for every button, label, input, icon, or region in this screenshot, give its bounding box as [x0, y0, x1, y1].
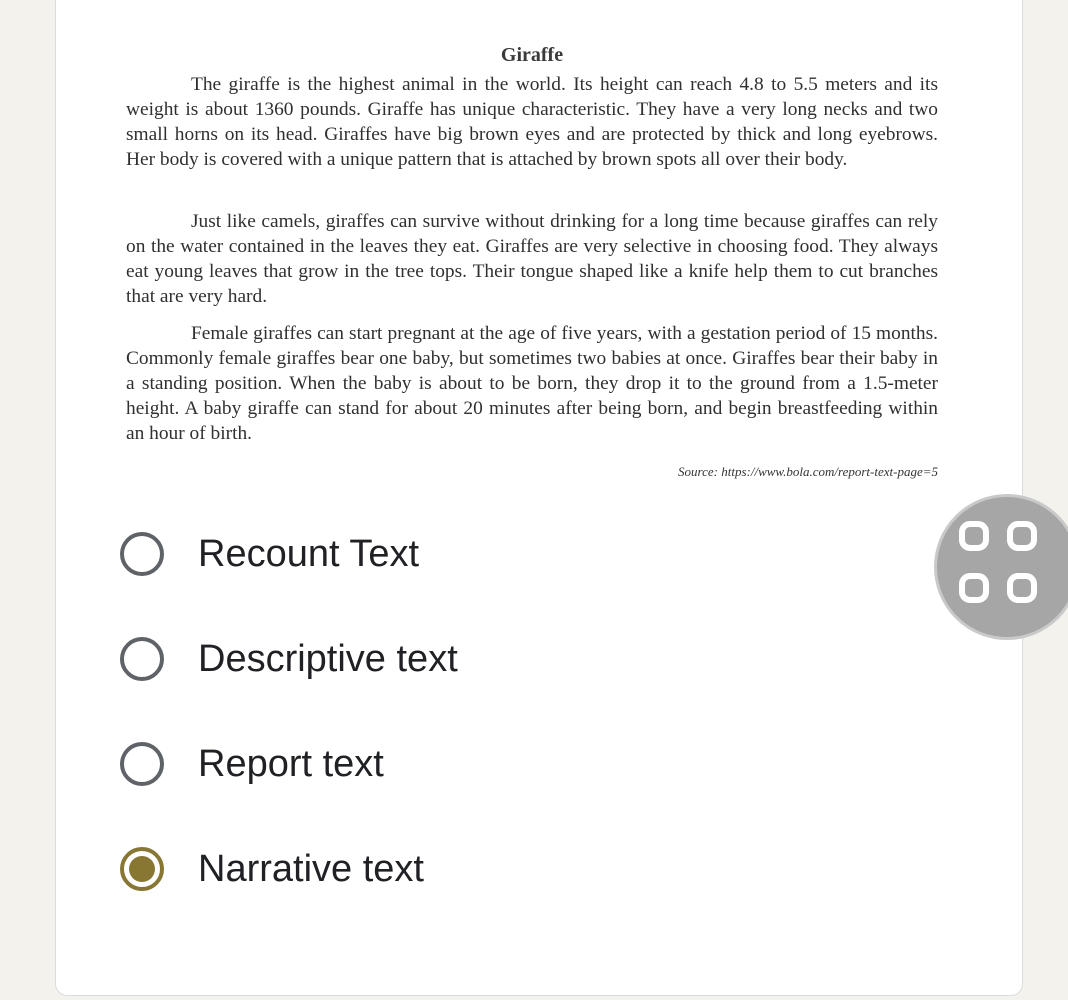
grid-apps-icon: [1007, 521, 1037, 551]
radio-checked-icon[interactable]: [120, 847, 164, 891]
option-narrative-text[interactable]: [120, 839, 424, 899]
passage-paragraph-2: Just like camels, giraffes can survive without drinking for a long time because giraffes can rely on the water contained in the leaves they eat. Giraffes are very selective in choosing food. They always eat young leaves that grow in the tree tops. Their tongue shaped like a knife help them to cut branches that are very hard.: [126, 211, 938, 307]
option-report-text[interactable]: [120, 734, 384, 794]
grid-apps-icon: [959, 521, 989, 551]
radio-unchecked-icon[interactable]: [120, 742, 164, 786]
passage-paragraph-1: The giraffe is the highest animal in the world. Its height can reach 4.8 to 5.5 meters and its weight is about 1360 pounds. Giraffe has unique characteristic. They have a very long necks and two small horns on its head. Giraffes have big brown eyes and are protected by thick and long eyebrows. Her body is covered with a unique pattern that is attached by brown spots all over their body.: [126, 74, 938, 170]
option-recount-text[interactable]: [120, 524, 419, 584]
grid-apps-icon: [1007, 573, 1037, 603]
radio-unchecked-icon[interactable]: [120, 532, 164, 576]
question-card: [55, 0, 1023, 996]
option-label: Descriptive text: [198, 637, 458, 680]
passage-paragraph-3: Female giraffes can start pregnant at the age of five years, with a gestation period of 15 months. Commonly female giraffes bear one baby, but sometimes two babies at once. Giraffes bear their baby in a standing position. When the baby is about to be born, they drop it to the ground from a 1.5-meter height. A baby giraffe can stand for about 20 minutes after being born, and begin breastfeeding within an hour of birth.: [126, 323, 938, 444]
option-label: Recount Text: [198, 532, 420, 575]
option-label: Report text: [198, 742, 384, 785]
option-descriptive-text[interactable]: [120, 629, 458, 689]
floating-apps-button[interactable]: [934, 494, 1068, 640]
grid-apps-icon: [959, 573, 989, 603]
radio-unchecked-icon[interactable]: [120, 637, 164, 681]
option-label: Narrative text: [198, 847, 424, 890]
passage-title: Giraffe: [500, 44, 564, 66]
passage-source: Source: https://www.bola.com/report-text-page=5: [678, 464, 938, 479]
